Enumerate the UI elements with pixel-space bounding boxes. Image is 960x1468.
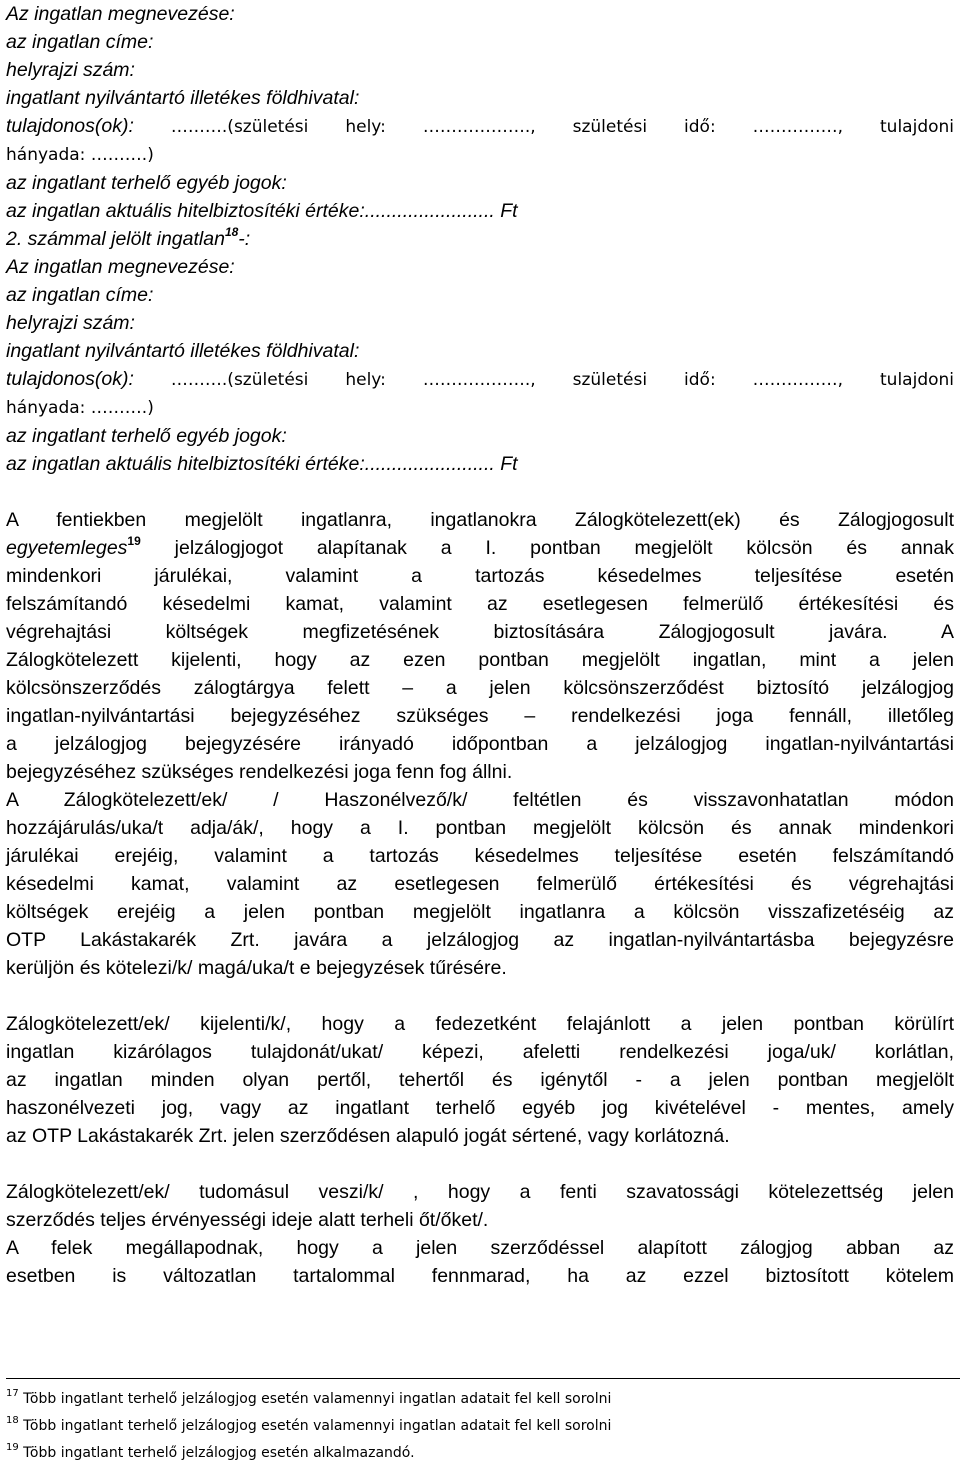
para1-line: kölcsönszerződés zálogtárgya felett – a jelen kölcsönszerződést biztosító jelzálogjog xyxy=(6,677,954,699)
para2-line: OTP Lakástakarék Zrt. javára a jelzálogjog az ingatlan-nyilvántartásba bejegyzésre xyxy=(6,929,954,951)
owner-share-line: hányada: ……….) xyxy=(6,145,154,165)
para3-line: haszonélvezeti jog, vagy az ingatlant terhelő egyéb jog kivételével - mentes, amely xyxy=(6,1097,954,1119)
para1-line: végrehajtási költségek megfizetésének biztosítására Zálogjogosult javára. A xyxy=(6,621,954,643)
para5-line: esetben is változatlan tartalommal fennmarad, ha az ezzel biztosított kötelem xyxy=(6,1265,954,1287)
para3-line: Zálogkötelezett/ek/ kijelenti/k/, hogy a fedezetként felajánlott a jelen pontban körülírt xyxy=(6,1013,954,1035)
para4-line: Zálogkötelezett/ek/ tudomásul veszi/k/ , hogy a fenti szavatossági kötelezettség jelen xyxy=(6,1181,954,1203)
para1-line: Zálogkötelezett kijelenti, hogy az ezen pontban megjelölt ingatlan, mint a jelen xyxy=(6,649,954,671)
para1-line: a jelzálogjog bejegyzésére irányadó időpontban a jelzálogjog ingatlan-nyilvántartási xyxy=(6,733,954,755)
para1-line: mindenkori járulékai, valamint a tartozás késedelmes teljesítése esetén xyxy=(6,565,954,587)
para3-line: az OTP Lakástakarék Zrt. jelen szerződésen alapuló jogát sértené, vagy korlátozná. xyxy=(6,1125,730,1147)
footnote-18: $^{18}$ Több ingatlant terhelő jelzálogjog esetén valamennyi ingatlan adatait fel kell sorolni xyxy=(6,1415,612,1434)
para2-line: kerüljön és kötelezi/k/ magá/uka/t e bejegyzések tűrésére. xyxy=(6,957,507,979)
spacer xyxy=(6,478,954,506)
property-name-label: Az ingatlan megnevezése: xyxy=(6,256,235,278)
property-2-heading: 2. számmal jelölt ingatlan$^{18}$-: xyxy=(6,224,251,250)
spacer xyxy=(6,982,954,1010)
para2-line: késedelmi kamat, valamint az esetlegesen felmerülő értékesítési és végrehajtási xyxy=(6,873,954,895)
property-name-label: Az ingatlan megnevezése: xyxy=(6,3,235,25)
para3-line: az ingatlan minden olyan pertől, tehertől és igénytől - a jelen pontban megjelölt xyxy=(6,1069,954,1091)
footnote-19: $^{19}$ Több ingatlant terhelő jelzálogjog esetén alkalmazandó. xyxy=(6,1442,415,1461)
owner-line: tulajdonos(ok): ……….(születési hely: ………………., születési idő: ……………, tulajdoni xyxy=(6,115,955,137)
para2-line: hozzájárulás/uka/t adja/ák/, hogy a I. pontban megjelölt kölcsön és annak mindenkori xyxy=(6,817,954,839)
para1-line: egyetemleges$^{19}$ jelzálogjogot alapítanak a I. pontban megjelölt kölcsön és annak xyxy=(6,533,954,559)
other-rights-label: az ingatlant terhelő egyéb jogok: xyxy=(6,172,287,194)
owner-share-line: hányada: ……….) xyxy=(6,398,154,418)
land-office-label: ingatlant nyilvántartó illetékes földhivatal: xyxy=(6,87,360,109)
footnote-17: $^{17}$ Több ingatlant terhelő jelzálogjog esetén valamennyi ingatlan adatait fel kell sorolni xyxy=(6,1388,612,1407)
footnotes xyxy=(6,1386,954,1467)
para1-line: bejegyzéséhez szükséges rendelkezési joga fenn fog állni. xyxy=(6,761,513,783)
property-lot-label: helyrajzi szám: xyxy=(6,312,135,334)
property-address-label: az ingatlan címe: xyxy=(6,284,154,306)
footnote-ref-18: 18 xyxy=(224,224,239,239)
property-lot-label: helyrajzi szám: xyxy=(6,59,135,81)
para2-line: költségek erejéig a jelen pontban megjelölt ingatlanra a kölcsön visszafizetéséig az xyxy=(6,901,954,923)
other-rights-label: az ingatlant terhelő egyéb jogok: xyxy=(6,425,287,447)
para5-line: A felek megállapodnak, hogy a jelen szerződéssel alapított zálogjog abban az xyxy=(6,1237,954,1259)
para1-line: ingatlan-nyilvántartási bejegyzéséhez szükséges – rendelkezési joga fennáll, illetőleg xyxy=(6,705,954,727)
collateral-value-label: az ingatlan aktuális hitelbiztosítéki értéke:........................ Ft xyxy=(6,200,518,222)
document-body xyxy=(6,0,954,1290)
collateral-value-label: az ingatlan aktuális hitelbiztosítéki értéke:........................ Ft xyxy=(6,453,518,475)
land-office-label: ingatlant nyilvántartó illetékes földhivatal: xyxy=(6,340,360,362)
footnote-separator xyxy=(6,1378,960,1379)
spacer xyxy=(6,1150,954,1178)
para1-line: A fentiekben megjelölt ingatlanra, ingatlanokra Zálogkötelezett(ek) és Zálogjogosult xyxy=(6,509,954,531)
property-address-label: az ingatlan címe: xyxy=(6,31,154,53)
para2-line: járulékai erejéig, valamint a tartozás késedelmes teljesítése esetén felszámítandó xyxy=(6,845,954,867)
footnote-ref-19: 19 xyxy=(127,533,141,548)
para2-line: A Zálogkötelezett/ek/ / Haszonélvező/k/ feltétlen és visszavonhatatlan módon xyxy=(6,789,954,811)
para1-line: felszámítandó késedelmi kamat, valamint az esetlegesen felmerülő értékesítési és xyxy=(6,593,954,615)
para3-line: ingatlan kizárólagos tulajdonát/ukat/ képezi, afeletti rendelkezési joga/uk/ korlátlan, xyxy=(6,1041,954,1063)
owner-line: tulajdonos(ok): ……….(születési hely: ………………., születési idő: ……………, tulajdoni xyxy=(6,368,955,390)
para4-line: szerződés teljes érvényességi ideje alatt terheli őt/őket/. xyxy=(6,1209,489,1231)
